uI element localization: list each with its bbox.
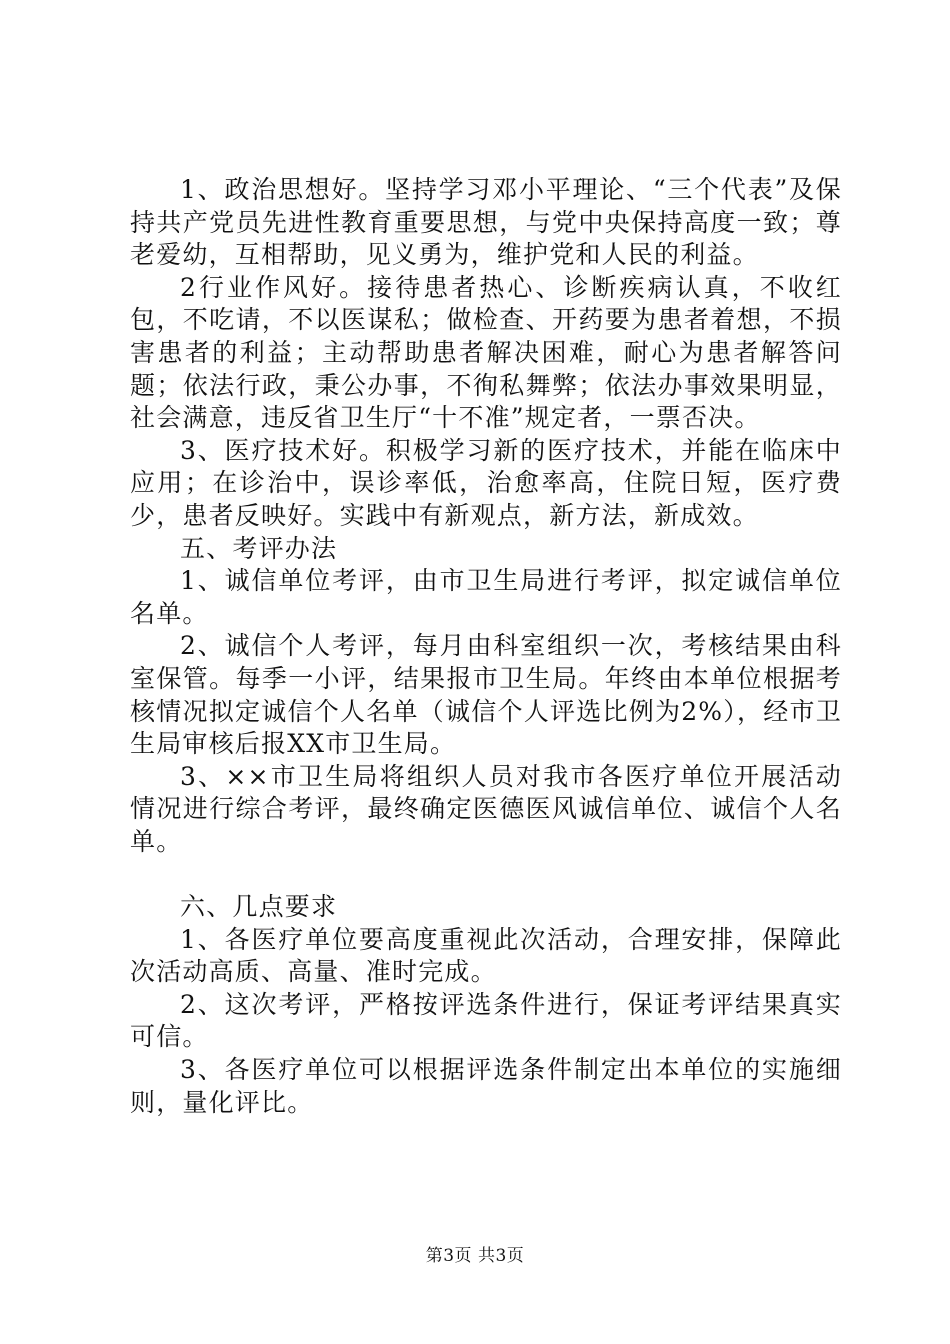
paragraph-work-style: 2行业作风好。接待患者热心、诊断疾病认真，不收红包，不吃请，不以医谋私；做检查、开药要为患者着想，不损害患者的利益；主动帮助患者解决困难，耐心为患者解答问题；依法行政，秉公办事，不徇私舞弊；依法办事效果明显，社会满意，违反省卫生厅“十不准”规定者，一票否决。: [130, 272, 842, 433]
blank-line: [130, 858, 842, 891]
paragraph-political-ideology: 1、政治思想好。坚持学习邓小平理论、“三个代表”及保持共产党员先进性教育重要思想，与党中央保持高度一致；尊老爱幼，互相帮助，见义勇为，维护党和人民的利益。: [130, 175, 842, 270]
paragraph-requirement-1: 1、各医疗单位要高度重视此次活动，合理安排，保障此次活动高质、高量、准时完成。: [130, 924, 842, 987]
document-body: [130, 174, 842, 1119]
paragraph-unit-evaluation: 1、诚信单位考评，由市卫生局进行考评，拟定诚信单位名单。: [130, 566, 842, 628]
paragraph-requirement-2: 2、这次考评，严格按评选条件进行，保证考评结果真实可信。: [130, 989, 842, 1052]
paragraph-comprehensive-evaluation: 3、××市卫生局将组织人员对我市各医疗单位开展活动情况进行综合考评，最终确定医德医风诚信单位、诚信个人名单。: [130, 761, 842, 856]
paragraph-individual-evaluation: 2、诚信个人考评，每月由科室组织一次，考核结果由科室保管。每季一小评，结果报市卫生局。年终由本单位根据考核情况拟定诚信个人名单（诚信个人评选比例为2%），经市卫生局审核后报XX市卫生局。: [130, 631, 842, 759]
section-heading-evaluation-method: 五、考评办法: [180, 533, 338, 563]
page-footer: 第3页 共3页: [425, 1246, 525, 1266]
section-heading-requirements: 六、几点要求: [180, 892, 338, 922]
paragraph-medical-skill: 3、医疗技术好。积极学习新的医疗技术，并能在临床中应用；在诊治中，误诊率低，治愈率高，住院日短，医疗费少，患者反映好。实践中有新观点，新方法，新成效。: [130, 435, 842, 530]
paragraph-requirement-3: 3、各医疗单位可以根据评选条件制定出本单位的实施细则，量化评比。: [130, 1055, 842, 1117]
